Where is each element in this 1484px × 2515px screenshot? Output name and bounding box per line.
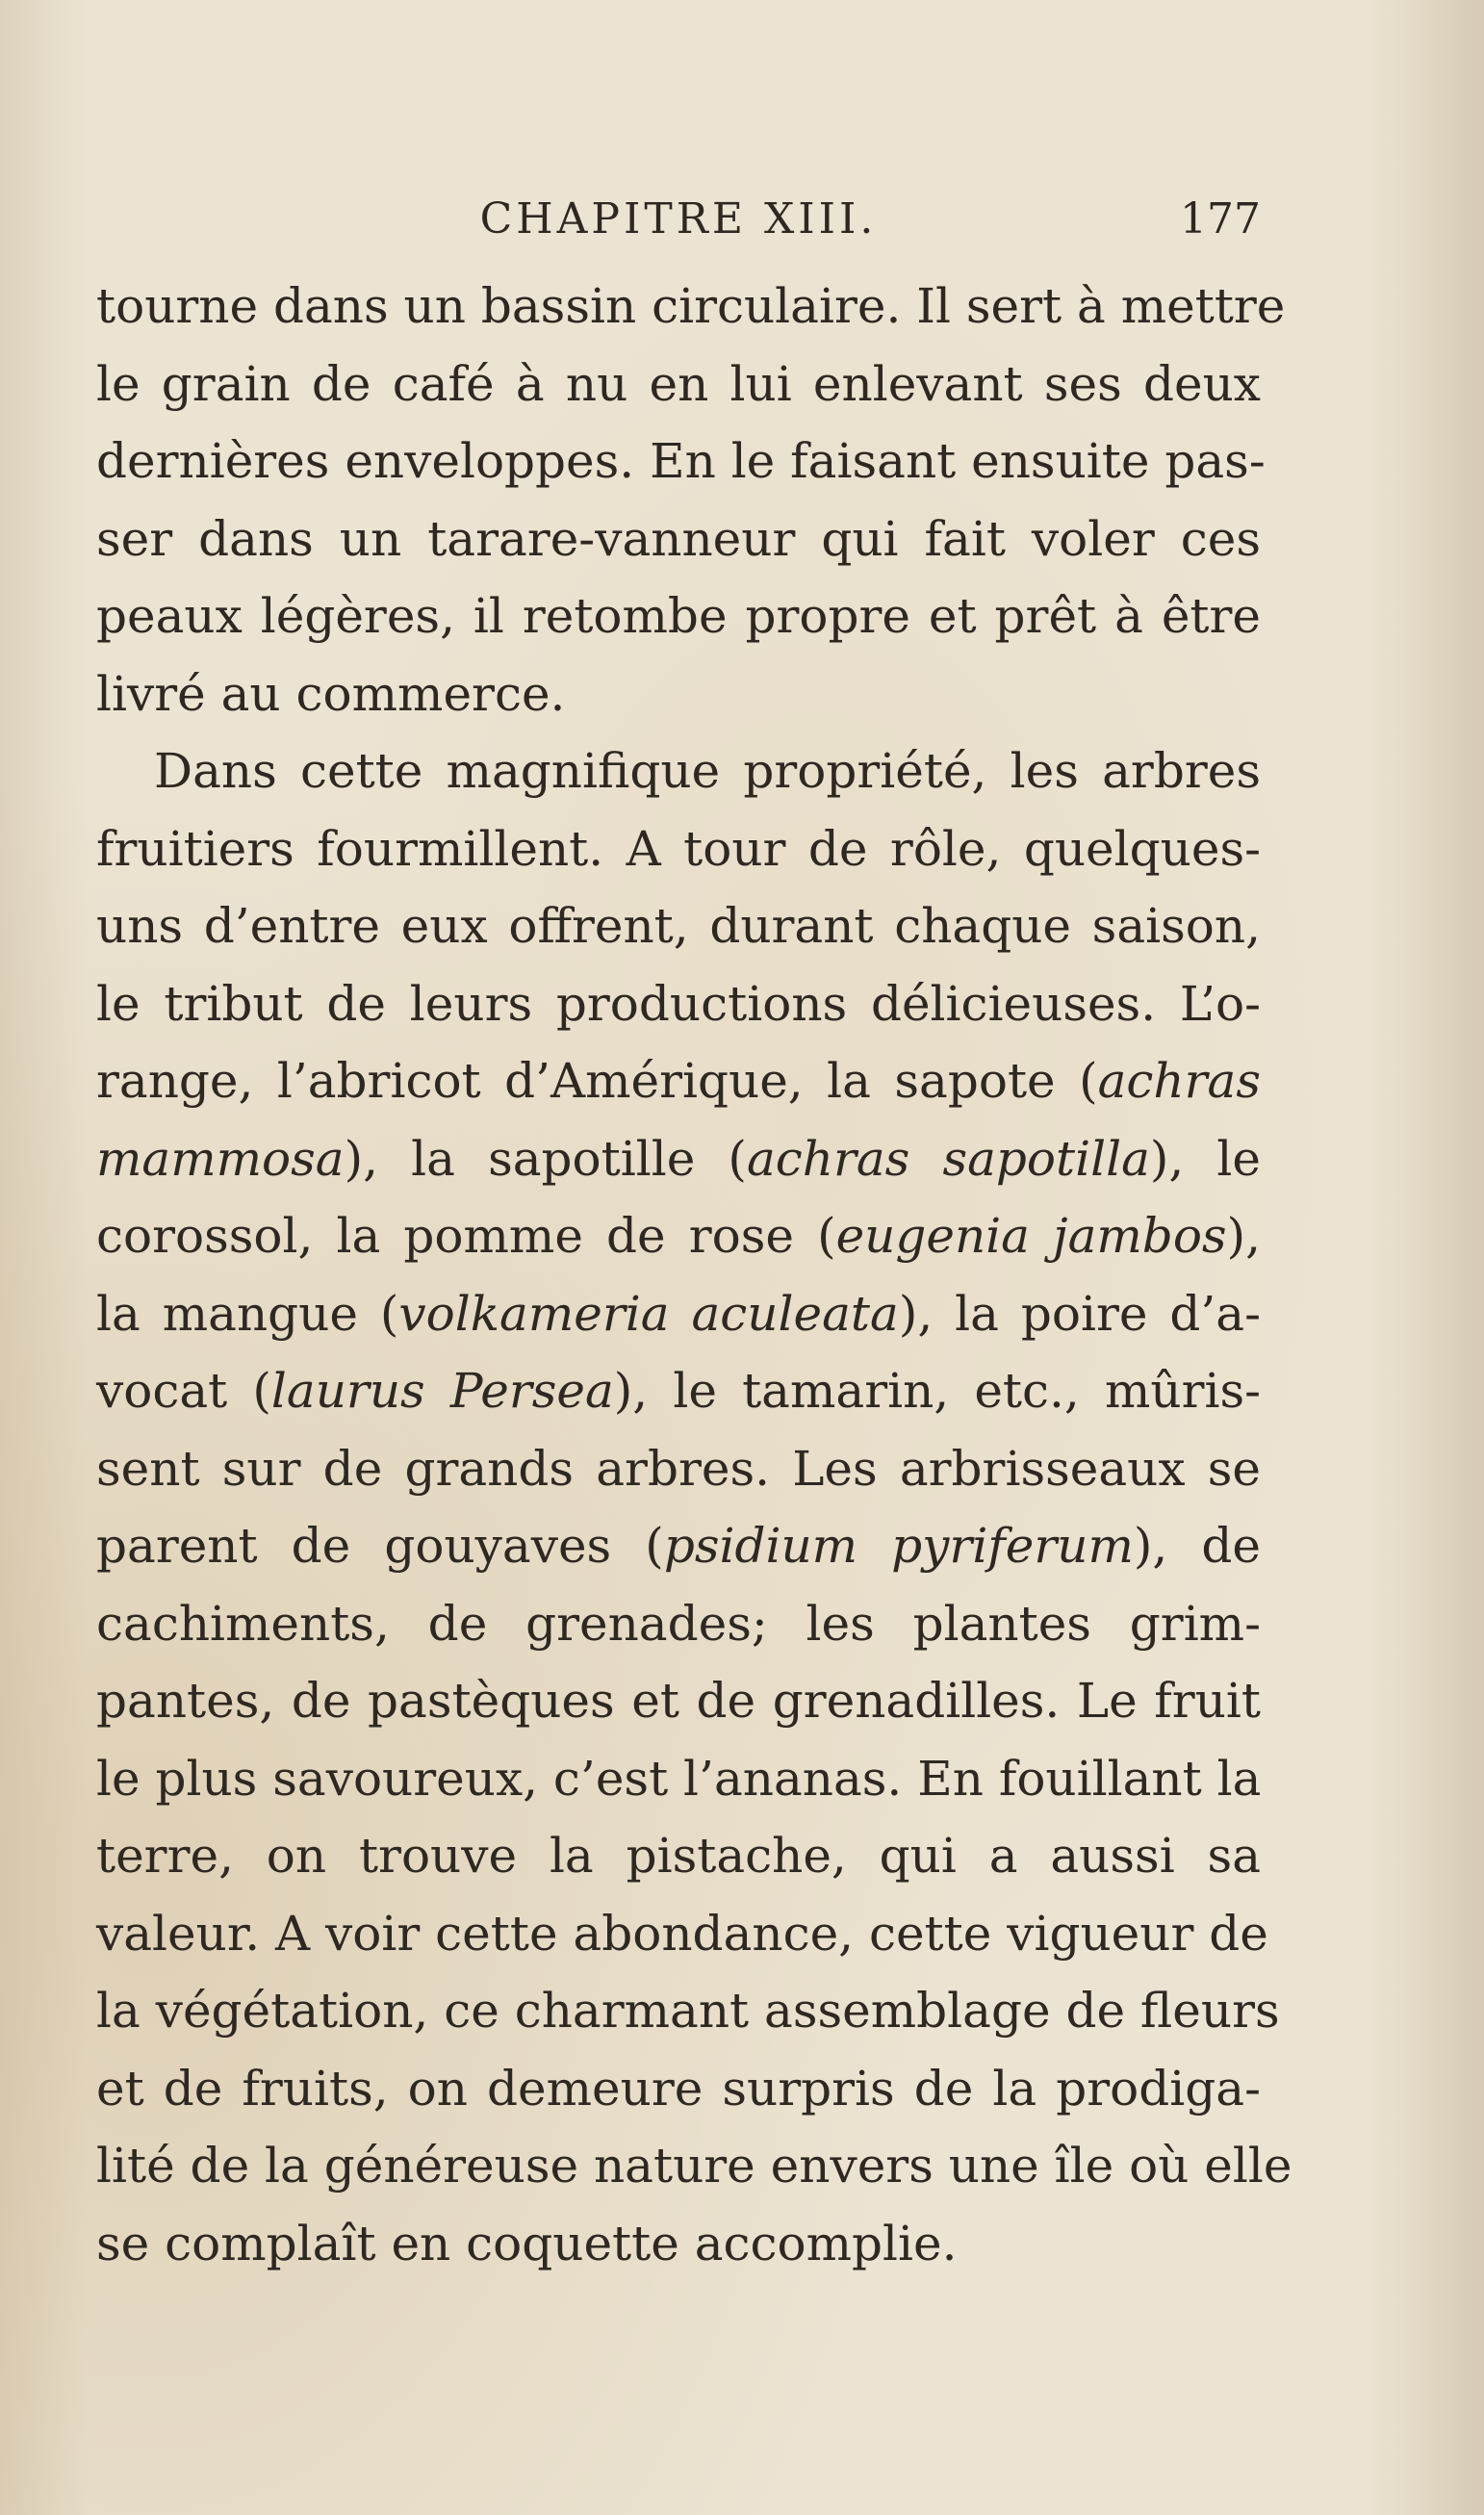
paragraph-1: [96, 268, 1286, 732]
text-line: [96, 1275, 1261, 1353]
page-number: 177: [1180, 194, 1261, 244]
text-line: [96, 1507, 1261, 1585]
text-run: parent de gouyaves (: [96, 1518, 664, 1574]
text-line: sent sur de grands arbres. Les arbrisseaux se: [96, 1440, 1261, 1497]
latin-name: psidium pyriferum: [663, 1518, 1134, 1574]
latin-name: volkameria aculeata: [398, 1285, 899, 1342]
body-text: [96, 268, 1292, 2282]
text-run: ), la poire d’a-: [898, 1285, 1262, 1342]
text-line: la végétation, ce charmant assemblage de fleurs: [96, 1983, 1280, 2039]
text-line: uns d’entre eux offrent, durant chaque saison,: [96, 898, 1261, 954]
latin-name: achras: [1097, 1053, 1261, 1109]
text-line: [96, 1120, 1261, 1198]
text-line: lité de la généreuse nature envers une île où elle: [96, 2138, 1292, 2194]
text-run: ),: [1226, 1208, 1261, 1264]
text-line: valeur. A voir cette abondance, cette vigueur de: [96, 1905, 1268, 1962]
text-line: peaux légères, il retombe propre et prêt à être: [96, 588, 1261, 644]
text-line: [96, 1042, 1261, 1120]
text-line: tourne dans un bassin circulaire. Il sert à mettre: [96, 278, 1286, 334]
latin-name: mammosa: [96, 1130, 345, 1187]
text-line: le grain de café à nu en lui enlevant ses deux: [96, 355, 1261, 412]
text-run: ), de: [1133, 1518, 1261, 1574]
text-line: fruitiers fourmillent. A tour de rôle, quelques-: [96, 820, 1261, 877]
latin-name: laurus Persea: [270, 1363, 614, 1419]
running-head: CHAPITRE XIII.: [479, 194, 878, 244]
text-line: [96, 1197, 1261, 1275]
latin-name: achras sapotilla: [746, 1130, 1150, 1187]
text-line: ser dans un tarare-vanneur qui fait voler ces: [96, 510, 1261, 567]
text-run: ), la sapotille (: [344, 1130, 747, 1187]
text-line: le plus savoureux, c’est l’ananas. En fouillant la: [96, 1750, 1262, 1807]
text-line: se complaît en coquette accomplie.: [96, 2215, 958, 2271]
text-line: livré au commerce.: [96, 665, 566, 722]
text-line: [96, 1352, 1261, 1430]
text-run: range, l’abricot d’Amérique, la sapote (: [96, 1053, 1098, 1109]
text-run: la mangue (: [96, 1285, 399, 1342]
text-run: corossol, la pomme de rose (: [96, 1208, 836, 1264]
text-line: Dans cette magnifique propriété, les arbres: [154, 743, 1261, 799]
paragraph-2: [96, 732, 1292, 2282]
page-header: [96, 191, 1261, 248]
text-line: terre, on trouve la pistache, qui a aussi sa: [96, 1828, 1261, 1884]
text-run: ), le: [1149, 1130, 1262, 1187]
latin-name: eugenia jambos: [835, 1208, 1227, 1264]
text-run: ), le tamarin, etc., mûris-: [613, 1363, 1262, 1419]
text-line: le tribut de leurs productions délicieuses. L’o-: [96, 975, 1261, 1032]
text-line: dernières enveloppes. En le faisant ensuite pas-: [96, 433, 1266, 489]
text-run: vocat (: [96, 1363, 271, 1419]
text-line: pantes, de pastèques et de grenadilles. Le fruit: [96, 1673, 1261, 1729]
text-line: cachiments, de grenades; les plantes grim-: [96, 1595, 1261, 1652]
text-line: et de fruits, on demeure surpris de la prodiga-: [96, 2060, 1261, 2117]
